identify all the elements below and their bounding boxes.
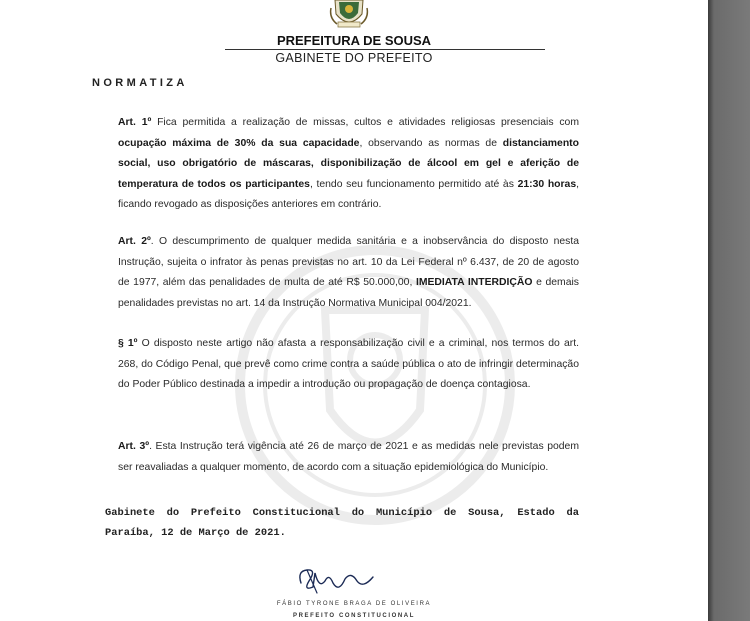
paragraph-1 [118,334,579,396]
coat-of-arms-icon [329,0,369,30]
signatory-name: FÁBIO TYRONE BRAGA DE OLIVEIRA [276,601,432,607]
article-1-label: Art. 1º [118,117,152,128]
article-1-text: , ficando revogado as disposições anteriores em contrário. [118,178,580,210]
header-subtitle: GABINETE DO PREFEITO [275,51,433,65]
article-1-text: , tendo seu funcionamento permitido até às [309,178,518,190]
handwritten-signature [293,563,383,599]
article-1 [118,113,579,216]
paragraph-1-text: O disposto neste artigo não afasta a responsabilização civil e a criminal, nos termos do art. 268, do Código Penal, que prevê como crime contra a saúde pública o ato de infringir determinação do Poder Público destinada a impedir a introdução ou propagação de doença contagiosa. [118,338,579,390]
article-1-text: , observando as normas de [359,137,503,149]
article-1-bold-time: 21:30 horas [517,178,577,190]
signatory-title: PREFEITO CONSTITUCIONAL [292,613,416,619]
article-2 [118,232,579,314]
viewer-scroll-area[interactable] [708,0,750,621]
article-1-bold-capacity: ocupação máxima de 30% da sua capacidade [118,137,360,149]
header-divider [225,49,545,50]
header-title: PREFEITURA DE SOUSA [276,33,432,48]
closing-statement: Gabinete do Prefeito Constitucional do Município de Sousa, Estado da Paraíba, 12 de Março de 2021. [105,507,579,539]
article-1-bold-measures: distanciamento social, uso obrigatório de máscaras, disponibilização de álcool em gel e aferição de temperatura de todos os participantes [118,137,579,190]
article-3-text: . Esta Instrução terá vigência até 26 de março de 2021 e as medidas nele previstas podem ser reavaliadas a qualquer momento, de acordo com a situação epidemiológica do Município. [118,441,579,473]
article-2-text: . O descumprimento de qualquer medida sanitária e a inobservância do disposto nesta Instrução, sujeita o infrator às penas previstas no art. 10 da Lei Federal nº 6.437, de 20 de agosto de 1977, além das penalidades de multa de até R$ 50.000,00, [118,236,579,288]
article-3-label: Art. 3º [118,441,150,452]
article-3 [118,437,579,478]
article-2-bold-interdiction: IMEDIATA INTERDIÇÃO [415,277,533,288]
article-2-text: e demais penalidades previstas no art. 14 da Instrução Normativa Municipal 004/2021. [118,277,579,309]
section-heading: NORMATIZA [92,77,188,89]
paragraph-1-label: § 1º [118,338,138,349]
article-1-text: Fica permitida a realização de missas, cultos e atividades religiosas presenciais com [151,117,579,128]
article-2-label: Art. 2º [118,236,151,247]
